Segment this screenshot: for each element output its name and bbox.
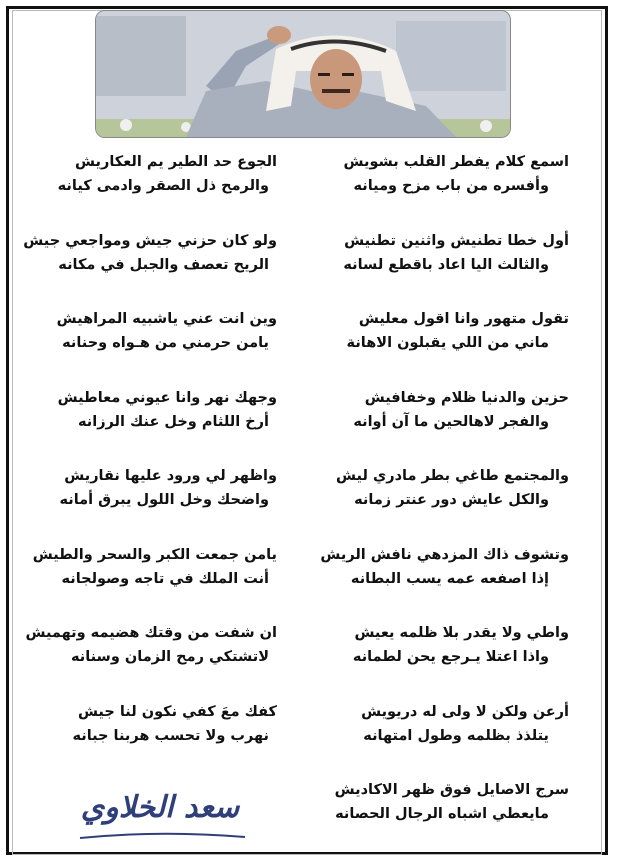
verse: [305, 700, 575, 779]
verse: [305, 778, 575, 857]
verse-line: أرخ اللثام وخل عنك الرزانه: [77, 413, 269, 430]
verse-line: أول خطا تطنيش واثنين تطنيش: [344, 232, 569, 249]
verse-line: يامن جمعت الكبر والسحر والطيش: [32, 546, 277, 563]
verse: [305, 307, 575, 386]
verse-line: نهرب ولا تحسب هربنا جبانه: [72, 727, 269, 744]
verse-line: وين انت عني ياشبيه المراهيش: [56, 311, 277, 327]
verse-line: وتشوف ذاك المزدهي نافش الريش: [320, 546, 569, 563]
verse-line: اسمع كلام يفطر القلب بشويش: [343, 154, 569, 170]
verse: [15, 621, 285, 700]
verse-line: مايعطي اشباه الرجال الحصانه: [335, 806, 549, 822]
verse: [15, 150, 285, 229]
verse-line: أنت الملك في تاجه وصولجانه: [61, 570, 269, 587]
verse: [305, 150, 575, 229]
verse-line: تقول متهور وانا اقول معليش: [358, 311, 569, 327]
verse: [15, 543, 285, 622]
verse: [15, 386, 285, 465]
verse-line: وأفسره من باب مزح وميانه: [353, 178, 549, 194]
verse-line: يتلذذ بظلمه وطول امتهانه: [363, 727, 549, 744]
verse-line: سرج الاصايل فوق ظهر الاكاديش: [334, 782, 569, 798]
verse-line: كفك معَ كفي نكون لنا جيش: [77, 703, 277, 720]
verse-line: واذا اعتلا يـرجع يحن لطمانه: [352, 649, 549, 665]
verse: [305, 621, 575, 700]
verse-line: والرمح ذل الصقر وادمى كيانه: [57, 178, 269, 194]
verse-line: الريح تعصف والجبل في مكانه: [58, 256, 269, 273]
signature-text: سعد الخلاوي: [80, 790, 240, 825]
verse: [15, 229, 285, 308]
verse-line: والكل عايش دور عنتر زمانه: [354, 492, 549, 508]
verse-line: والمجتمع طاغي بطر مادري ليش: [336, 468, 569, 484]
verse-line: الجوع حد الطير يم العكاريش: [75, 154, 277, 170]
verse-line: أرعن ولكن لا ولى له دريويش: [361, 703, 569, 720]
verse: [15, 307, 285, 386]
poet-photo: [95, 10, 511, 138]
verse-line: والفجر لاهالحين ما آن أوانه: [353, 413, 549, 430]
verse: [305, 543, 575, 622]
verse-line: ماني من اللي يقبلون الاهانة: [346, 335, 549, 351]
poet-signature: [60, 790, 260, 848]
verse: [305, 229, 575, 308]
signature-underline: [60, 790, 260, 848]
verse-line: والثالث اليا اعاد باقطع لسانه: [343, 256, 549, 273]
verse-line: واطي ولا يقدر بلا ظلمه يعيش: [354, 625, 569, 641]
poem-left-column: [15, 150, 285, 778]
verse: [305, 386, 575, 465]
verse-line: واظهر لي ورود عليها نقاريش: [64, 468, 277, 484]
verse-line: ولو كان حزني جيش ومواجعي جيش: [23, 232, 277, 249]
verse-line: يامن حرمني من هـواه وحنانه: [62, 335, 269, 351]
verse-line: وجهك نهر وانا عيوني معاطيش: [57, 389, 277, 406]
verse-line: ان شفت من وقتك هضيمه وتهميش: [25, 625, 277, 641]
verse-line: إذا اصفعه عمه يسب البطانه: [350, 570, 549, 587]
verse: [305, 464, 575, 543]
verse: [15, 464, 285, 543]
verse-line: لاتشتكي رمح الزمان وسنانه: [70, 649, 269, 665]
poem-right-column: [305, 150, 575, 857]
verse: [15, 700, 285, 779]
verse-line: حزين والدنيا ظلام وخفافيش: [364, 389, 569, 406]
verse-line: واضحك وخل اللول يبرق أمانه: [59, 492, 269, 508]
